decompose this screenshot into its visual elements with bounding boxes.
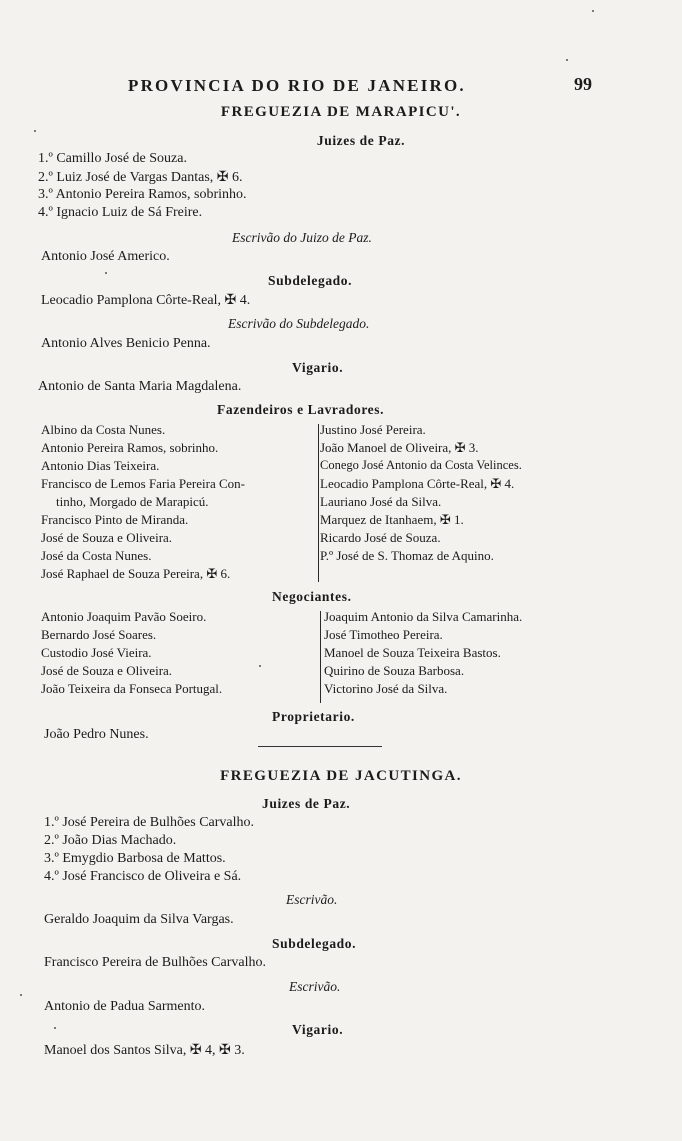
parish-heading-jacutinga: FREGUEZIA DE JACUTINGA. (220, 768, 462, 784)
list-item: Francisco Pereira de Bulhões Carvalho. (44, 955, 266, 970)
section-heading-escrivao-subdelegado: Escrivão do Subdelegado. (228, 316, 370, 331)
list-item: Custodio José Vieira. (41, 645, 152, 660)
list-item: 1.º Camillo José de Souza. (38, 151, 187, 166)
list-item: 3.º Antonio Pereira Ramos, sobrinho. (38, 187, 247, 202)
list-item: José de Souza e Oliveira. (41, 530, 173, 545)
list-item: Antonio Joaquim Pavão Soeiro. (41, 609, 207, 624)
section-heading-proprietario: Proprietario. (272, 709, 355, 724)
list-item: Leocadio Pamplona Côrte-Real, ✠ 4. (41, 293, 251, 308)
list-item: Francisco Pinto de Miranda. (41, 512, 189, 527)
list-item: P.º José de S. Thomaz de Aquino. (320, 548, 494, 563)
print-speck (592, 10, 594, 12)
list-item: José Timotheo Pereira. (324, 627, 443, 642)
list-item: João Manoel de Oliveira, ✠ 3. (320, 440, 479, 455)
section-heading-negociantes: Negociantes. (272, 589, 352, 604)
list-item: Manoel dos Santos Silva, ✠ 4, ✠ 3. (44, 1043, 245, 1058)
list-item: 1.º José Pereira de Bulhões Carvalho. (44, 815, 255, 830)
list-item: 2.º Luiz José de Vargas Dantas, ✠ 6. (38, 170, 243, 185)
list-item: Antonio de Santa Maria Magdalena. (38, 379, 242, 394)
print-speck (259, 665, 261, 667)
section-divider (258, 746, 382, 747)
list-item: José da Costa Nunes. (41, 548, 152, 563)
section-heading-subdelegado: Subdelegado. (272, 936, 357, 951)
section-heading-escrivao: Escrivão. (289, 979, 341, 994)
section-heading-vigario: Vigario. (292, 360, 344, 375)
list-item: 3.º Emygdio Barbosa de Mattos. (44, 851, 226, 866)
print-speck (105, 272, 107, 274)
running-head-title: PROVINCIA DO RIO DE JANEIRO. (128, 76, 466, 95)
list-item: 4.º Ignacio Luiz de Sá Freire. (38, 205, 203, 220)
section-heading-fazendeiros: Fazendeiros e Lavradores. (217, 402, 385, 417)
list-item: Manoel de Souza Teixeira Bastos. (324, 645, 501, 660)
list-item: 2.º João Dias Machado. (44, 833, 177, 848)
section-heading-vigario: Vigario. (292, 1022, 344, 1037)
section-heading-subdelegado: Subdelegado. (268, 273, 353, 288)
print-speck (54, 1027, 56, 1029)
list-item: Francisco de Lemos Faria Pereira Con- (41, 476, 245, 491)
list-item: Joaquim Antonio da Silva Camarinha. (324, 609, 523, 624)
list-item: José de Souza e Oliveira. (41, 663, 173, 678)
list-item: Leocadio Pamplona Côrte-Real, ✠ 4. (320, 476, 515, 491)
list-item: Lauriano José da Silva. (320, 494, 442, 509)
list-item: Antonio José Americo. (41, 249, 170, 264)
list-item: Victorino José da Silva. (324, 681, 448, 696)
section-heading-juizes: Juizes de Paz. (316, 133, 406, 148)
list-item: Ricardo José de Souza. (320, 530, 441, 545)
print-speck (34, 130, 36, 132)
column-divider (320, 611, 321, 703)
list-item: João Pedro Nunes. (44, 727, 149, 742)
list-item: 4.º José Francisco de Oliveira e Sá. (44, 869, 242, 884)
list-item: Marquez de Itanhaem, ✠ 1. (320, 512, 464, 527)
section-heading-juizes: Juizes de Paz. (262, 796, 351, 811)
list-item: Antonio de Padua Sarmento. (44, 999, 205, 1014)
print-speck (566, 59, 568, 61)
list-item: Geraldo Joaquim da Silva Vargas. (44, 912, 234, 927)
list-item: Justino José Pereira. (320, 422, 426, 437)
list-item: José Raphael de Souza Pereira, ✠ 6. (41, 566, 231, 581)
list-item: Antonio Dias Teixeira. (41, 458, 160, 473)
list-item: Bernardo José Soares. (41, 627, 157, 642)
list-item: Conego José Antonio da Costa Velinces. (320, 458, 522, 472)
list-item: Antonio Pereira Ramos, sobrinho. (41, 440, 219, 455)
page-number: 99 (574, 74, 592, 94)
list-item: Quirino de Souza Barbosa. (324, 663, 465, 678)
list-item: Albino da Costa Nunes. (41, 422, 166, 437)
section-heading-escrivao-juizo: Escrivão do Juizo de Paz. (232, 230, 372, 245)
section-heading-escrivao: Escrivão. (286, 892, 338, 907)
parish-heading-marapicu: FREGUEZIA DE MARAPICU'. (220, 104, 462, 120)
print-speck (20, 994, 22, 996)
list-item: Antonio Alves Benicio Penna. (41, 336, 211, 351)
list-item: João Teixeira da Fonseca Portugal. (41, 681, 223, 696)
list-item: tinho, Morgado de Marapicú. (56, 494, 209, 509)
column-divider (318, 424, 319, 582)
